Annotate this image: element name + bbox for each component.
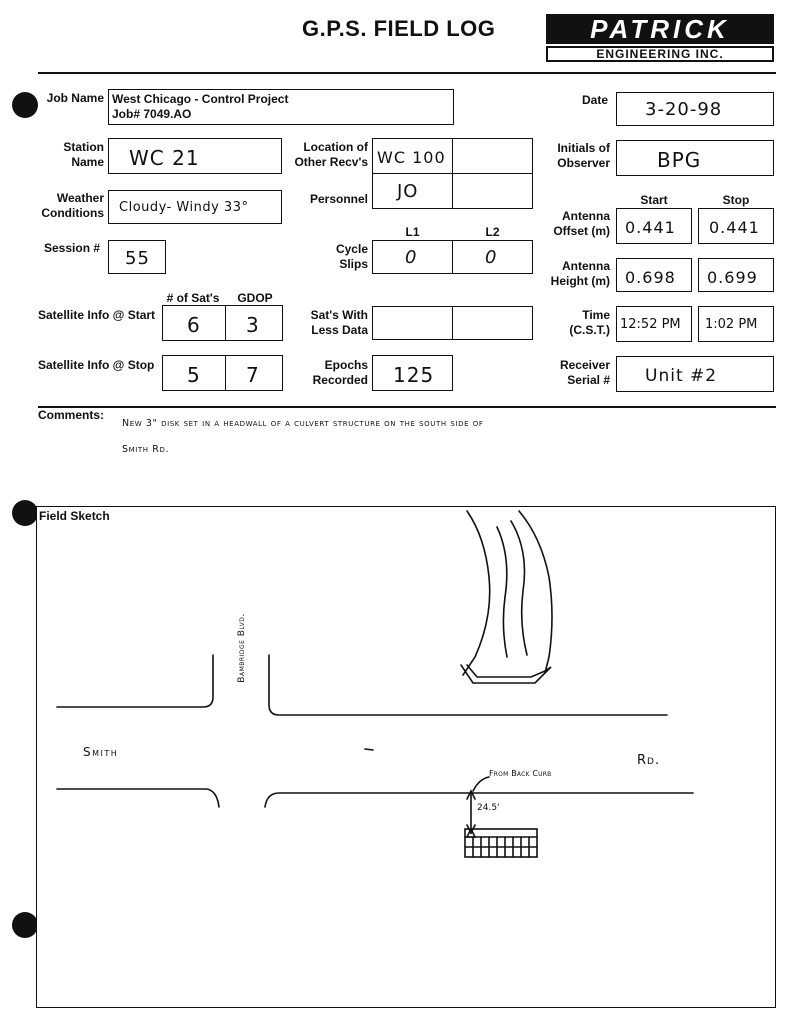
station-label-line2: Name	[71, 155, 104, 169]
antenna-offset-label	[540, 209, 610, 239]
job-name-line1: West Chicago - Control Project	[112, 92, 289, 106]
personnel-1-field[interactable]	[372, 173, 453, 209]
receiver-serial-field[interactable]	[616, 356, 774, 392]
cycle-slips-l1-field[interactable]	[372, 240, 453, 274]
culvert-channel-east-edge	[519, 511, 552, 673]
date-value: 3-20-98	[645, 99, 723, 120]
satellite-start-sats-value: 6	[187, 313, 201, 337]
station-name-label	[40, 140, 104, 170]
antenna-offset-label-line1: Antenna	[562, 209, 610, 223]
comments-line1: New 3" disk set in a headwall of a culvert structure on the south side of	[122, 418, 484, 429]
personnel-label: Personnel	[309, 192, 368, 206]
stop-column-header: Stop	[722, 193, 750, 207]
culvert-flow-line-1	[497, 527, 507, 657]
comments-label: Comments:	[38, 408, 105, 422]
logo-wordmark: PATRICK	[546, 14, 774, 44]
satellite-start-gdop-field[interactable]	[225, 305, 283, 341]
satellite-stop-gdop-value: 7	[246, 363, 260, 387]
sats-less-data-l1-field[interactable]	[372, 306, 453, 340]
antenna-height-label-line2: Height (m)	[550, 274, 610, 288]
sats-column-header: # of Sat's	[166, 291, 220, 305]
satellite-stop-sats-value: 5	[187, 363, 201, 387]
header-rule	[38, 72, 776, 74]
personnel-2-field[interactable]	[452, 173, 533, 209]
binder-hole-middle	[12, 500, 38, 526]
antenna-offset-label-line2: Offset (m)	[553, 224, 610, 238]
binder-hole-top	[12, 92, 38, 118]
culvert-channel-west-edge	[463, 511, 490, 675]
weather-label-line2: Conditions	[41, 206, 104, 220]
distance-label: 24.5'	[477, 803, 500, 813]
satellite-stop-label: Satellite Info @ Stop	[38, 358, 155, 372]
initials-value: BPG	[657, 148, 702, 172]
sats-less-data-label-line1: Sat's With	[310, 308, 368, 322]
satellite-start-sats-field[interactable]	[162, 305, 226, 341]
time-start-field[interactable]	[616, 306, 692, 342]
antenna-offset-start-field[interactable]	[616, 208, 692, 244]
antenna-height-stop-field[interactable]	[698, 258, 774, 292]
cycle-slips-label-line1: Cycle	[335, 242, 368, 256]
initials-label-line1: Initials of	[557, 141, 610, 155]
cycle-slips-l1-value: 0	[405, 247, 418, 268]
satellite-start-label: Satellite Info @ Start	[38, 308, 156, 322]
sats-less-data-label-line2: Less Data	[311, 323, 368, 337]
l1-column-header: L1	[405, 225, 420, 239]
epochs-value: 125	[393, 363, 435, 387]
session-label: Session #	[44, 241, 101, 255]
epochs-label-line1: Epochs	[324, 358, 368, 372]
receiver-serial-label-line1: Receiver	[559, 358, 610, 372]
time-label-line2: (C.S.T.)	[569, 323, 610, 337]
weather-label	[28, 191, 104, 221]
antenna-height-label	[540, 259, 610, 289]
initials-label-line2: Observer	[557, 156, 610, 170]
field-sketch-drawing	[37, 507, 774, 1006]
culvert-structure-hatch	[465, 837, 537, 857]
receiver-serial-label-line2: Serial #	[567, 373, 610, 387]
session-field[interactable]	[108, 240, 166, 274]
weather-value: Cloudy- Windy 33°	[119, 200, 249, 215]
job-name-field[interactable]	[108, 89, 454, 125]
satellite-stop-sats-field[interactable]	[162, 355, 226, 391]
satellite-stop-gdop-field[interactable]	[225, 355, 283, 391]
time-start-value: 12:52 PM	[620, 317, 681, 332]
session-value: 55	[125, 248, 150, 269]
antenna-offset-start-value: 0.441	[625, 218, 676, 237]
epochs-label	[296, 358, 368, 388]
culvert-structure	[465, 829, 537, 857]
other-receivers-label-line2: Other Recv's	[294, 155, 368, 169]
road-north-edge-east	[269, 655, 667, 715]
satellite-start-gdop-value: 3	[246, 313, 260, 337]
time-label-line1: Time	[582, 308, 610, 322]
station-name-value: WC 21	[129, 146, 200, 170]
sats-less-data-label	[296, 308, 368, 338]
curb-leader	[473, 777, 489, 791]
antenna-offset-stop-value: 0.441	[709, 218, 760, 237]
company-logo	[546, 14, 774, 64]
weather-label-line1: Weather	[56, 191, 104, 205]
road-label-west: Smith	[83, 745, 119, 759]
other-receiver-1-field[interactable]	[372, 138, 453, 174]
logo-subtitle: ENGINEERING INC.	[546, 46, 774, 62]
other-receiver-2-field[interactable]	[452, 138, 533, 174]
time-stop-field[interactable]	[698, 306, 774, 342]
form-title: G.P.S. FIELD LOG	[302, 16, 496, 41]
culvert-headwall	[461, 665, 551, 683]
epochs-label-line2: Recorded	[312, 373, 368, 387]
field-sketch-label: Field Sketch	[39, 509, 110, 523]
job-number-line2: Job# 7049.AO	[112, 107, 192, 121]
comments-line2: Smith Rd.	[122, 444, 170, 455]
time-label	[548, 308, 610, 338]
culvert-flow-line-2	[511, 521, 527, 655]
other-receivers-label	[284, 140, 368, 170]
cycle-slips-l2-field[interactable]	[452, 240, 533, 274]
gdop-column-header: GDOP	[237, 291, 273, 305]
cycle-slips-label-line2: Slips	[339, 257, 368, 271]
antenna-offset-stop-field[interactable]	[698, 208, 774, 244]
date-field[interactable]	[616, 92, 774, 126]
station-label-line1: Station	[63, 140, 104, 154]
curb-note: From Back Curb	[489, 769, 552, 778]
field-sketch-frame	[36, 506, 776, 1008]
centerline-mark	[365, 749, 373, 750]
l2-column-header: L2	[485, 225, 500, 239]
antenna-height-start-value: 0.698	[625, 268, 676, 287]
other-receivers-label-line1: Location of	[303, 140, 368, 154]
weather-field[interactable]	[108, 190, 282, 224]
initials-label	[540, 141, 610, 171]
job-name-label: Job Name	[46, 91, 104, 105]
initials-field[interactable]	[616, 140, 774, 176]
cycle-slips-l2-value: 0	[485, 247, 498, 268]
antenna-height-label-line1: Antenna	[562, 259, 610, 273]
receiver-serial-label	[540, 358, 610, 388]
antenna-height-start-field[interactable]	[616, 258, 692, 292]
road-label-east: Rd.	[637, 753, 661, 768]
antenna-height-stop-value: 0.699	[707, 268, 758, 287]
cross-street-label: Bambridge Blvd.	[237, 613, 247, 683]
receiver-serial-value: Unit #2	[645, 366, 718, 386]
road-north-edge-west	[57, 655, 213, 707]
epochs-field[interactable]	[372, 355, 453, 391]
cycle-slips-label	[300, 242, 368, 272]
road-south-edge-west	[57, 789, 219, 807]
start-column-header: Start	[640, 193, 668, 207]
comments-rule	[38, 406, 776, 408]
binder-hole-bottom	[12, 912, 38, 938]
station-name-field[interactable]	[108, 138, 282, 174]
other-receiver-1-value: WC 100	[377, 148, 446, 167]
sats-less-data-l2-field[interactable]	[452, 306, 533, 340]
time-stop-value: 1:02 PM	[705, 317, 758, 332]
personnel-1-value: JO	[397, 181, 419, 202]
date-label: Date	[582, 93, 609, 107]
